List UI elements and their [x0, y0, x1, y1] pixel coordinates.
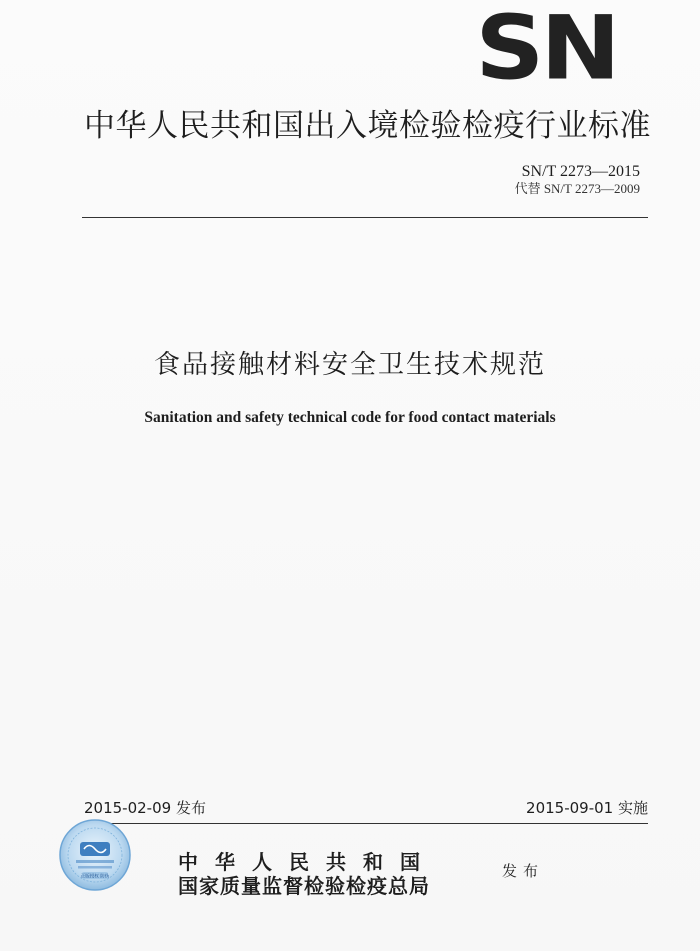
document-title-english: Sanitation and safety technical code for food contact materials: [144, 409, 556, 426]
standard-number: SN/T 2273—2015: [521, 163, 640, 180]
implementation-date: 2015-09-01 实施: [526, 799, 648, 817]
top-divider: [82, 217, 648, 218]
stamp-text: 正版授权 防伪: [80, 874, 110, 880]
replaces-standard: 代替 SN/T 2273—2009: [514, 181, 640, 197]
issuer-block: [178, 850, 437, 899]
document-title-chinese: 食品接触材料安全卫生技术规范: [153, 350, 546, 380]
issuer-country: 中华人民共和国: [178, 850, 437, 874]
sn-logo: SN: [475, 0, 617, 100]
bottom-divider: [82, 823, 648, 824]
issue-date: 2015-02-09 发布: [84, 799, 206, 817]
industry-standard-title: 中华人民共和国出入境检验检疫行业标准: [84, 108, 651, 144]
standard-code-block: [515, 162, 640, 197]
issuer-agency: 国家质量监督检验检疫总局: [178, 874, 430, 898]
issued-by-label: 发布: [502, 862, 545, 880]
authorization-stamp: [58, 818, 132, 892]
